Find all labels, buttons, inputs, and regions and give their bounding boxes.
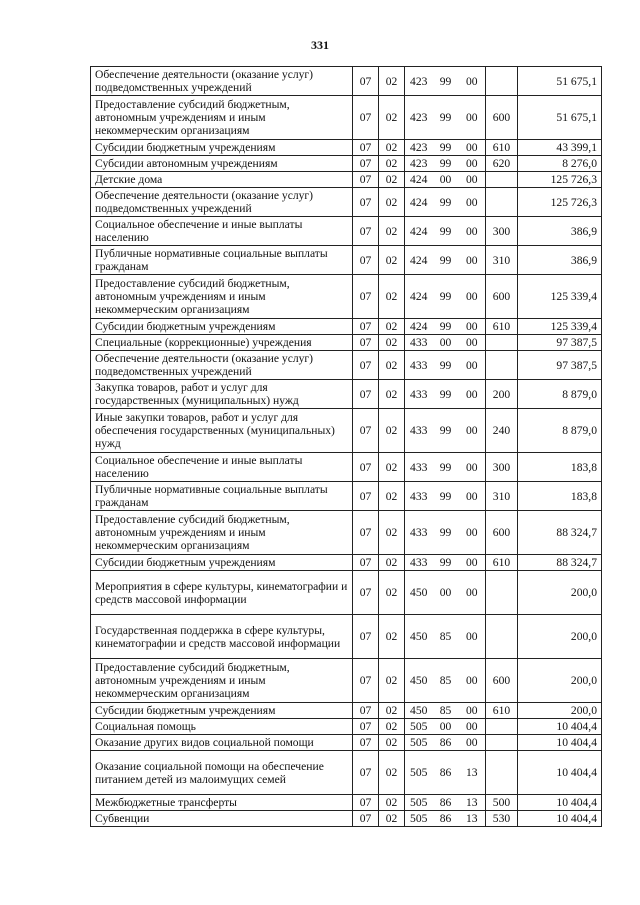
target-code-part1-cell: 423 (405, 156, 433, 172)
target-code-part2-cell: 99 (433, 555, 459, 571)
subsection-code-cell: 02 (379, 156, 405, 172)
target-code-part3-cell: 00 (459, 719, 486, 735)
amount-cell: 125 339,4 (518, 319, 602, 335)
amount-cell: 386,9 (518, 246, 602, 275)
section-code-cell: 07 (353, 275, 379, 319)
subsection-code-cell: 02 (379, 172, 405, 188)
table-row (91, 795, 602, 811)
target-code-part2-cell: 00 (433, 172, 459, 188)
expense-type-cell: 240 (486, 409, 518, 453)
target-code-part2-cell: 99 (433, 351, 459, 380)
target-code-part1-cell: 450 (405, 659, 433, 703)
row-name-cell: Субсидии автономным учреждениям (91, 156, 353, 172)
row-name-cell: Предоставление субсидий бюджетным, автономным учреждениям и иным некоммерческим организациям (91, 96, 353, 140)
amount-cell: 97 387,5 (518, 351, 602, 380)
subsection-code-cell: 02 (379, 703, 405, 719)
table-row (91, 275, 602, 319)
target-code-part3-cell: 00 (459, 409, 486, 453)
table-row (91, 67, 602, 96)
target-code-part3-cell: 00 (459, 482, 486, 511)
target-code-part3-cell: 00 (459, 703, 486, 719)
subsection-code-cell: 02 (379, 811, 405, 827)
amount-cell: 97 387,5 (518, 335, 602, 351)
subsection-code-cell: 02 (379, 482, 405, 511)
expense-type-cell (486, 172, 518, 188)
section-code-cell: 07 (353, 351, 379, 380)
row-name-cell: Оказание других видов социальной помощи (91, 735, 353, 751)
target-code-part3-cell: 13 (459, 811, 486, 827)
target-code-part1-cell: 424 (405, 172, 433, 188)
section-code-cell: 07 (353, 188, 379, 217)
row-name-cell: Предоставление субсидий бюджетным, автономным учреждениям и иным некоммерческим организациям (91, 275, 353, 319)
target-code-part3-cell: 00 (459, 511, 486, 555)
section-code-cell: 07 (353, 555, 379, 571)
section-code-cell: 07 (353, 156, 379, 172)
section-code-cell: 07 (353, 735, 379, 751)
target-code-part3-cell: 00 (459, 140, 486, 156)
amount-cell: 8 879,0 (518, 409, 602, 453)
subsection-code-cell: 02 (379, 188, 405, 217)
row-name-cell: Оказание социальной помощи на обеспечение питанием детей из малоимущих семей (91, 751, 353, 795)
amount-cell: 8 879,0 (518, 380, 602, 409)
subsection-code-cell: 02 (379, 351, 405, 380)
section-code-cell: 07 (353, 246, 379, 275)
section-code-cell: 07 (353, 511, 379, 555)
target-code-part2-cell: 99 (433, 217, 459, 246)
subsection-code-cell: 02 (379, 555, 405, 571)
row-name-cell: Субсидии бюджетным учреждениям (91, 140, 353, 156)
target-code-part3-cell: 00 (459, 615, 486, 659)
target-code-part2-cell: 99 (433, 246, 459, 275)
target-code-part1-cell: 505 (405, 751, 433, 795)
section-code-cell: 07 (353, 795, 379, 811)
target-code-part2-cell: 99 (433, 67, 459, 96)
section-code-cell: 07 (353, 719, 379, 735)
expense-type-cell (486, 615, 518, 659)
table-row (91, 380, 602, 409)
section-code-cell: 07 (353, 659, 379, 703)
target-code-part3-cell: 00 (459, 188, 486, 217)
section-code-cell: 07 (353, 482, 379, 511)
table-row (91, 453, 602, 482)
amount-cell: 386,9 (518, 217, 602, 246)
amount-cell: 10 404,4 (518, 795, 602, 811)
target-code-part1-cell: 423 (405, 140, 433, 156)
section-code-cell: 07 (353, 571, 379, 615)
target-code-part2-cell: 99 (433, 275, 459, 319)
section-code-cell: 07 (353, 453, 379, 482)
table-row (91, 217, 602, 246)
target-code-part1-cell: 424 (405, 246, 433, 275)
table-row (91, 659, 602, 703)
expense-type-cell: 600 (486, 511, 518, 555)
expense-type-cell (486, 751, 518, 795)
target-code-part2-cell: 99 (433, 511, 459, 555)
subsection-code-cell: 02 (379, 275, 405, 319)
subsection-code-cell: 02 (379, 659, 405, 703)
table-row (91, 811, 602, 827)
target-code-part3-cell: 00 (459, 275, 486, 319)
expense-type-cell (486, 735, 518, 751)
target-code-part2-cell: 86 (433, 795, 459, 811)
table-row (91, 555, 602, 571)
table-row (91, 719, 602, 735)
target-code-part2-cell: 99 (433, 140, 459, 156)
section-code-cell: 07 (353, 380, 379, 409)
target-code-part1-cell: 450 (405, 615, 433, 659)
expense-type-cell: 300 (486, 453, 518, 482)
row-name-cell: Государственная поддержка в сфере культуры, кинематографии и средств массовой информации (91, 615, 353, 659)
row-name-cell: Социальная помощь (91, 719, 353, 735)
amount-cell: 200,0 (518, 571, 602, 615)
table-row (91, 571, 602, 615)
target-code-part1-cell: 424 (405, 217, 433, 246)
section-code-cell: 07 (353, 409, 379, 453)
row-name-cell: Обеспечение деятельности (оказание услуг) подведомственных учреждений (91, 351, 353, 380)
target-code-part1-cell: 433 (405, 380, 433, 409)
table-row (91, 319, 602, 335)
row-name-cell: Специальные (коррекционные) учреждения (91, 335, 353, 351)
subsection-code-cell: 02 (379, 319, 405, 335)
target-code-part3-cell: 13 (459, 795, 486, 811)
table-row (91, 140, 602, 156)
amount-cell: 125 726,3 (518, 188, 602, 217)
target-code-part2-cell: 99 (433, 482, 459, 511)
expense-type-cell: 610 (486, 703, 518, 719)
row-name-cell: Публичные нормативные социальные выплаты гражданам (91, 246, 353, 275)
target-code-part1-cell: 433 (405, 555, 433, 571)
subsection-code-cell: 02 (379, 67, 405, 96)
table-row (91, 156, 602, 172)
target-code-part3-cell: 00 (459, 96, 486, 140)
target-code-part1-cell: 505 (405, 719, 433, 735)
expense-type-cell: 300 (486, 217, 518, 246)
target-code-part3-cell: 00 (459, 351, 486, 380)
target-code-part1-cell: 433 (405, 351, 433, 380)
table-row (91, 351, 602, 380)
amount-cell: 8 276,0 (518, 156, 602, 172)
table-row (91, 172, 602, 188)
target-code-part1-cell: 450 (405, 703, 433, 719)
subsection-code-cell: 02 (379, 217, 405, 246)
row-name-cell: Субсидии бюджетным учреждениям (91, 555, 353, 571)
target-code-part3-cell: 00 (459, 217, 486, 246)
expense-type-cell: 530 (486, 811, 518, 827)
table-row (91, 96, 602, 140)
table-row (91, 335, 602, 351)
row-name-cell: Публичные нормативные социальные выплаты гражданам (91, 482, 353, 511)
target-code-part1-cell: 433 (405, 409, 433, 453)
target-code-part2-cell: 99 (433, 156, 459, 172)
row-name-cell: Субвенции (91, 811, 353, 827)
amount-cell: 125 339,4 (518, 275, 602, 319)
target-code-part1-cell: 423 (405, 96, 433, 140)
expense-type-cell: 610 (486, 140, 518, 156)
target-code-part3-cell: 00 (459, 156, 486, 172)
target-code-part3-cell: 00 (459, 555, 486, 571)
subsection-code-cell: 02 (379, 719, 405, 735)
subsection-code-cell: 02 (379, 795, 405, 811)
expense-type-cell (486, 188, 518, 217)
budget-table (90, 66, 602, 827)
target-code-part3-cell: 00 (459, 571, 486, 615)
amount-cell: 200,0 (518, 615, 602, 659)
target-code-part1-cell: 433 (405, 482, 433, 511)
page-number: 331 (311, 38, 329, 52)
target-code-part1-cell: 505 (405, 795, 433, 811)
expense-type-cell (486, 351, 518, 380)
target-code-part1-cell: 505 (405, 811, 433, 827)
target-code-part2-cell: 00 (433, 335, 459, 351)
expense-type-cell: 610 (486, 555, 518, 571)
subsection-code-cell: 02 (379, 751, 405, 795)
target-code-part1-cell: 424 (405, 188, 433, 217)
subsection-code-cell: 02 (379, 735, 405, 751)
target-code-part2-cell: 99 (433, 409, 459, 453)
target-code-part2-cell: 99 (433, 319, 459, 335)
target-code-part2-cell: 86 (433, 811, 459, 827)
target-code-part3-cell: 00 (459, 335, 486, 351)
subsection-code-cell: 02 (379, 380, 405, 409)
row-name-cell: Мероприятия в сфере культуры, кинематографии и средств массовой информации (91, 571, 353, 615)
row-name-cell: Закупка товаров, работ и услуг для государственных (муниципальных) нужд (91, 380, 353, 409)
target-code-part2-cell: 85 (433, 703, 459, 719)
row-name-cell: Обеспечение деятельности (оказание услуг) подведомственных учреждений (91, 188, 353, 217)
expense-type-cell (486, 719, 518, 735)
target-code-part1-cell: 433 (405, 453, 433, 482)
subsection-code-cell: 02 (379, 140, 405, 156)
expense-type-cell (486, 335, 518, 351)
amount-cell: 10 404,4 (518, 719, 602, 735)
section-code-cell: 07 (353, 217, 379, 246)
subsection-code-cell: 02 (379, 335, 405, 351)
row-name-cell: Субсидии бюджетным учреждениям (91, 703, 353, 719)
table-row (91, 246, 602, 275)
target-code-part3-cell: 00 (459, 453, 486, 482)
target-code-part3-cell: 00 (459, 246, 486, 275)
expense-type-cell: 200 (486, 380, 518, 409)
expense-type-cell: 310 (486, 482, 518, 511)
row-name-cell: Субсидии бюджетным учреждениям (91, 319, 353, 335)
amount-cell: 43 399,1 (518, 140, 602, 156)
target-code-part3-cell: 00 (459, 172, 486, 188)
target-code-part2-cell: 86 (433, 735, 459, 751)
subsection-code-cell: 02 (379, 453, 405, 482)
section-code-cell: 07 (353, 811, 379, 827)
section-code-cell: 07 (353, 703, 379, 719)
row-name-cell: Детские дома (91, 172, 353, 188)
amount-cell: 51 675,1 (518, 67, 602, 96)
subsection-code-cell: 02 (379, 96, 405, 140)
amount-cell: 10 404,4 (518, 751, 602, 795)
target-code-part2-cell: 99 (433, 380, 459, 409)
target-code-part2-cell: 99 (433, 188, 459, 217)
section-code-cell: 07 (353, 335, 379, 351)
row-name-cell: Иные закупки товаров, работ и услуг для обеспечения государственных (муниципальных) нужд (91, 409, 353, 453)
target-code-part3-cell: 13 (459, 751, 486, 795)
target-code-part3-cell: 00 (459, 659, 486, 703)
table-row (91, 615, 602, 659)
table-row (91, 751, 602, 795)
subsection-code-cell: 02 (379, 409, 405, 453)
expense-type-cell: 620 (486, 156, 518, 172)
row-name-cell: Социальное обеспечение и иные выплаты населению (91, 217, 353, 246)
amount-cell: 10 404,4 (518, 735, 602, 751)
amount-cell: 200,0 (518, 703, 602, 719)
amount-cell: 183,8 (518, 482, 602, 511)
target-code-part3-cell: 00 (459, 67, 486, 96)
section-code-cell: 07 (353, 615, 379, 659)
target-code-part2-cell: 85 (433, 659, 459, 703)
amount-cell: 200,0 (518, 659, 602, 703)
subsection-code-cell: 02 (379, 571, 405, 615)
target-code-part3-cell: 00 (459, 735, 486, 751)
target-code-part2-cell: 86 (433, 751, 459, 795)
amount-cell: 88 324,7 (518, 555, 602, 571)
expense-type-cell (486, 571, 518, 615)
expense-type-cell: 310 (486, 246, 518, 275)
target-code-part2-cell: 00 (433, 571, 459, 615)
target-code-part1-cell: 424 (405, 275, 433, 319)
subsection-code-cell: 02 (379, 511, 405, 555)
section-code-cell: 07 (353, 140, 379, 156)
amount-cell: 183,8 (518, 453, 602, 482)
expense-type-cell: 600 (486, 96, 518, 140)
row-name-cell: Предоставление субсидий бюджетным, автономным учреждениям и иным некоммерческим организациям (91, 511, 353, 555)
target-code-part1-cell: 450 (405, 571, 433, 615)
section-code-cell: 07 (353, 67, 379, 96)
section-code-cell: 07 (353, 172, 379, 188)
subsection-code-cell: 02 (379, 246, 405, 275)
target-code-part2-cell: 99 (433, 96, 459, 140)
expense-type-cell: 600 (486, 275, 518, 319)
target-code-part2-cell: 85 (433, 615, 459, 659)
row-name-cell: Обеспечение деятельности (оказание услуг) подведомственных учреждений (91, 67, 353, 96)
amount-cell: 51 675,1 (518, 96, 602, 140)
expense-type-cell: 600 (486, 659, 518, 703)
target-code-part1-cell: 423 (405, 67, 433, 96)
target-code-part3-cell: 00 (459, 319, 486, 335)
table-row (91, 409, 602, 453)
target-code-part1-cell: 433 (405, 511, 433, 555)
expense-type-cell (486, 67, 518, 96)
subsection-code-cell: 02 (379, 615, 405, 659)
table-row (91, 735, 602, 751)
amount-cell: 125 726,3 (518, 172, 602, 188)
row-name-cell: Социальное обеспечение и иные выплаты населению (91, 453, 353, 482)
table-row (91, 703, 602, 719)
section-code-cell: 07 (353, 751, 379, 795)
expense-type-cell: 610 (486, 319, 518, 335)
amount-cell: 88 324,7 (518, 511, 602, 555)
target-code-part3-cell: 00 (459, 380, 486, 409)
row-name-cell: Предоставление субсидий бюджетным, автономным учреждениям и иным некоммерческим организациям (91, 659, 353, 703)
amount-cell: 10 404,4 (518, 811, 602, 827)
target-code-part1-cell: 433 (405, 335, 433, 351)
target-code-part1-cell: 424 (405, 319, 433, 335)
section-code-cell: 07 (353, 319, 379, 335)
table-row (91, 188, 602, 217)
row-name-cell: Межбюджетные трансферты (91, 795, 353, 811)
table-row (91, 511, 602, 555)
target-code-part2-cell: 00 (433, 719, 459, 735)
target-code-part1-cell: 505 (405, 735, 433, 751)
expense-type-cell: 500 (486, 795, 518, 811)
target-code-part2-cell: 99 (433, 453, 459, 482)
table-row (91, 482, 602, 511)
section-code-cell: 07 (353, 96, 379, 140)
